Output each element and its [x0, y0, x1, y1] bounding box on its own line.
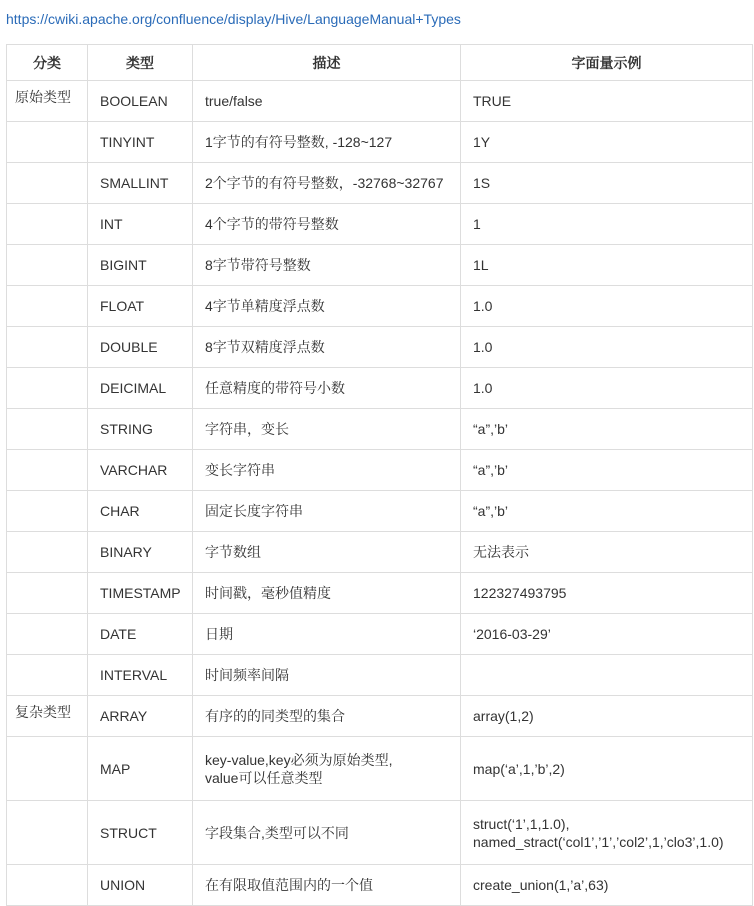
cell-type: SMALLINT [88, 163, 193, 204]
data-types-table [6, 44, 753, 906]
description-line: true/false [205, 93, 263, 109]
cell-category [7, 655, 88, 696]
source-link[interactable]: https://cwiki.apache.org/confluence/display/Hive/LanguageManual+Types [6, 11, 461, 27]
cell-literal-example [461, 245, 753, 286]
cell-category [7, 573, 88, 614]
example-line: array(1,2) [473, 708, 534, 724]
cell-literal-example [461, 655, 753, 696]
description-line: 时间频率间隔 [205, 667, 289, 683]
example-line: “a”,’b’ [473, 462, 509, 478]
description-line: 固定长度字符串 [205, 503, 303, 519]
description-line: 字符串，变长 [205, 421, 289, 437]
cell-category [7, 204, 88, 245]
cell-literal-example [461, 409, 753, 450]
cell-type: BOOLEAN [88, 81, 193, 122]
table-row [7, 368, 753, 409]
cell-literal-example [461, 122, 753, 163]
cell-category [7, 801, 88, 865]
description-line: 4个字节的带符号整数 [205, 216, 339, 232]
cell-description [193, 737, 461, 801]
header-literal-example: 字面量示例 [461, 45, 753, 81]
cell-category [7, 865, 88, 906]
cell-type: INT [88, 204, 193, 245]
table-row [7, 573, 753, 614]
description-line: 4字节单精度浮点数 [205, 298, 325, 314]
example-line: TRUE [473, 93, 512, 109]
description-line: 变长字符串 [205, 462, 275, 478]
cell-type: INTERVAL [88, 655, 193, 696]
cell-type: DEICIMAL [88, 368, 193, 409]
description-line: 有序的的同类型的集合 [205, 708, 345, 724]
table-row [7, 655, 753, 696]
header-description: 描述 [193, 45, 461, 81]
description-line: 字段集合,类型可以不同 [205, 824, 349, 841]
table-row [7, 532, 753, 573]
description-line: value可以任意类型 [205, 769, 323, 786]
cell-literal-example [461, 801, 753, 865]
cell-description [193, 865, 461, 906]
table-row [7, 163, 753, 204]
table-row [7, 737, 753, 801]
cell-literal-example [461, 737, 753, 801]
table-row [7, 81, 753, 122]
cell-literal-example [461, 368, 753, 409]
description-line: 时间戳，毫秒值精度 [205, 585, 331, 601]
cell-description [193, 286, 461, 327]
table-row [7, 696, 753, 737]
description-line: 在有限取值范围内的一个值 [205, 877, 373, 893]
description-line: 日期 [205, 626, 233, 642]
cell-literal-example [461, 573, 753, 614]
example-line: create_union(1,’a’,63) [473, 877, 609, 893]
cell-literal-example [461, 450, 753, 491]
example-line: 无法表示 [473, 544, 529, 560]
cell-category [7, 614, 88, 655]
cell-description [193, 122, 461, 163]
cell-literal-example [461, 327, 753, 368]
table-row [7, 450, 753, 491]
description-line: 2个字节的有符号整数，-32768~32767 [205, 175, 444, 191]
table-row [7, 865, 753, 906]
cell-type: BIGINT [88, 245, 193, 286]
cell-type: BINARY [88, 532, 193, 573]
example-line: 1S [473, 175, 491, 191]
cell-category [7, 368, 88, 409]
cell-category [7, 409, 88, 450]
example-line: 1Y [473, 134, 491, 150]
cell-description [193, 204, 461, 245]
table-row [7, 286, 753, 327]
cell-description [193, 491, 461, 532]
example-line: 122327493795 [473, 585, 567, 601]
cell-description [193, 450, 461, 491]
table-row [7, 122, 753, 163]
cell-literal-example [461, 532, 753, 573]
description-line: 8字节双精度浮点数 [205, 339, 325, 355]
cell-category [7, 450, 88, 491]
cell-description [193, 655, 461, 696]
cell-literal-example [461, 286, 753, 327]
table-row [7, 491, 753, 532]
cell-category [7, 286, 88, 327]
table-header-row [7, 45, 753, 81]
description-line: 8字节带符号整数 [205, 257, 311, 273]
cell-category [7, 327, 88, 368]
header-category: 分类 [7, 45, 88, 81]
cell-type: ARRAY [88, 696, 193, 737]
cell-type: DOUBLE [88, 327, 193, 368]
example-line: “a”,’b’ [473, 421, 509, 437]
cell-literal-example [461, 491, 753, 532]
cell-description [193, 81, 461, 122]
cell-description [193, 163, 461, 204]
description-line: 1字节的有符号整数, -128~127 [205, 134, 393, 150]
cell-type: CHAR [88, 491, 193, 532]
example-line: 1.0 [473, 380, 493, 396]
example-line: struct(‘1’,1,1.0), [473, 815, 570, 832]
cell-literal-example [461, 696, 753, 737]
cell-category [7, 122, 88, 163]
cell-description [193, 573, 461, 614]
cell-description [193, 532, 461, 573]
cell-literal-example [461, 204, 753, 245]
cell-type: STRING [88, 409, 193, 450]
cell-category: 原始类型 [7, 81, 88, 122]
example-line: 1 [473, 216, 481, 232]
example-line: 1L [473, 257, 489, 273]
cell-type: FLOAT [88, 286, 193, 327]
example-line: ‘2016-03-29’ [473, 626, 551, 642]
description-line: 任意精度的带符号小数 [205, 380, 345, 396]
cell-description [193, 245, 461, 286]
cell-description [193, 327, 461, 368]
table-row [7, 801, 753, 865]
cell-category [7, 532, 88, 573]
cell-literal-example [461, 163, 753, 204]
description-line: 字节数组 [205, 544, 261, 560]
example-line: map(‘a’,1,’b’,2) [473, 760, 565, 777]
cell-description [193, 368, 461, 409]
cell-category [7, 491, 88, 532]
cell-literal-example [461, 614, 753, 655]
cell-type: TIMESTAMP [88, 573, 193, 614]
table-body [7, 81, 753, 906]
cell-type: VARCHAR [88, 450, 193, 491]
cell-description [193, 801, 461, 865]
table-row [7, 204, 753, 245]
example-line: 1.0 [473, 298, 493, 314]
cell-literal-example [461, 81, 753, 122]
cell-type: TINYINT [88, 122, 193, 163]
cell-type: STRUCT [88, 801, 193, 865]
cell-description [193, 696, 461, 737]
example-line: 1.0 [473, 339, 493, 355]
table-row [7, 327, 753, 368]
cell-type: DATE [88, 614, 193, 655]
example-line: “a”,’b’ [473, 503, 509, 519]
cell-category [7, 245, 88, 286]
cell-type: MAP [88, 737, 193, 801]
cell-description [193, 614, 461, 655]
cell-description [193, 409, 461, 450]
cell-literal-example [461, 865, 753, 906]
cell-category [7, 737, 88, 801]
description-line: key-value,key必须为原始类型, [205, 751, 393, 768]
cell-category: 复杂类型 [7, 696, 88, 737]
table-row [7, 409, 753, 450]
header-type: 类型 [88, 45, 193, 81]
table-row [7, 245, 753, 286]
table-row [7, 614, 753, 655]
cell-category [7, 163, 88, 204]
cell-type: UNION [88, 865, 193, 906]
example-line: named_stract(‘col1’,’1’,’col2’,1,’clo3’,1.0) [473, 833, 724, 850]
